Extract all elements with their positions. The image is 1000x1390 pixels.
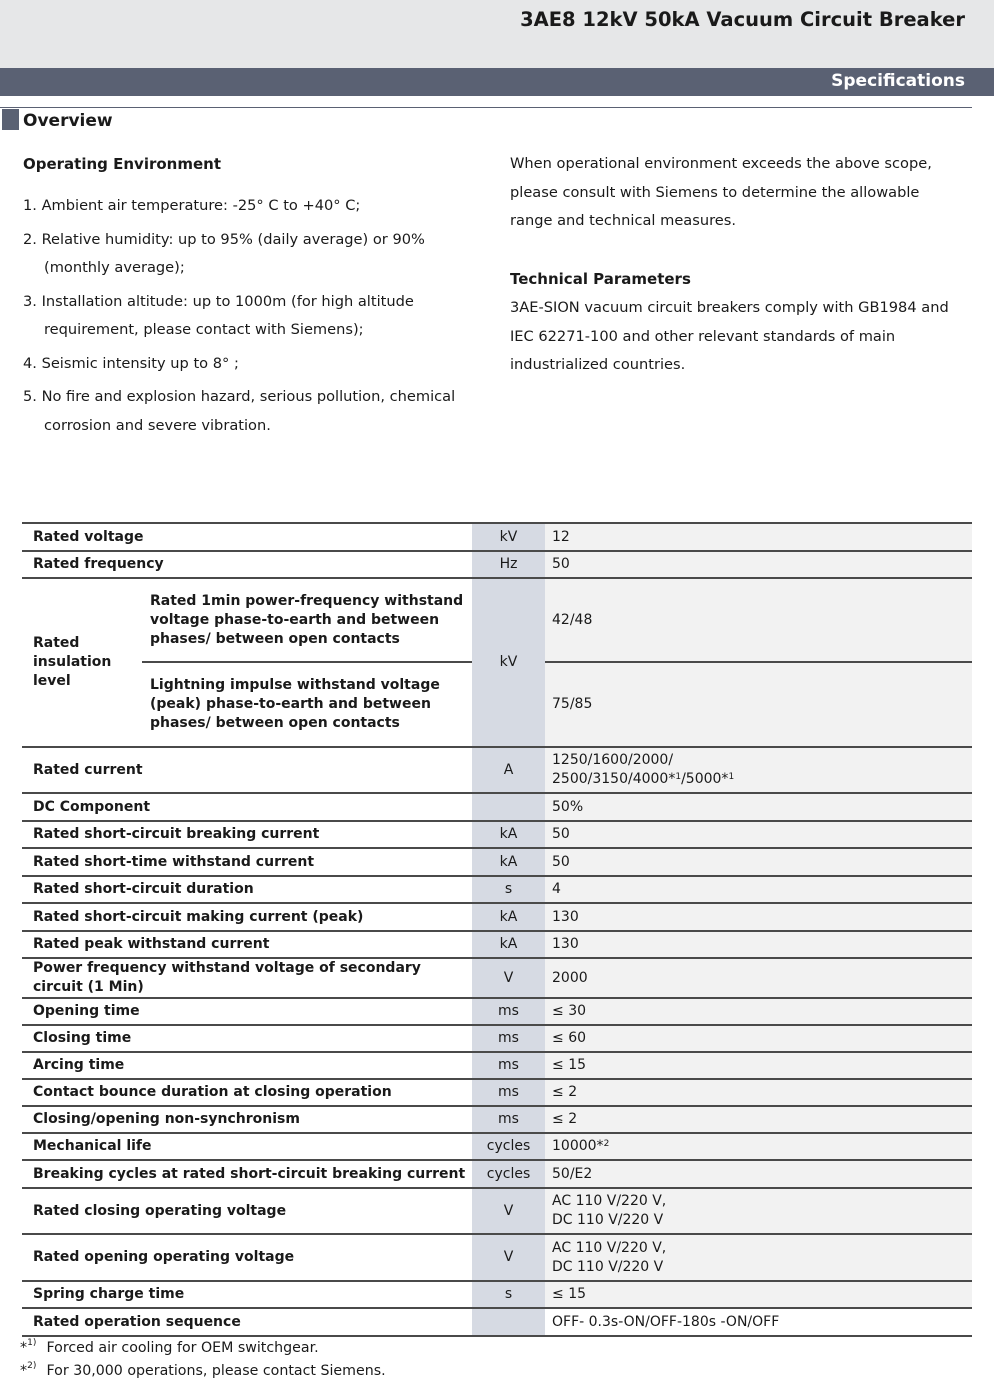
table-row xyxy=(22,1106,972,1133)
unit-cell: s xyxy=(472,1281,545,1308)
value-cell xyxy=(545,1234,972,1281)
param-cell: Opening time xyxy=(33,1003,140,1019)
overview-heading: Overview xyxy=(23,111,113,131)
footnote-ref: 2 xyxy=(603,1139,610,1149)
unit-cell: cycles xyxy=(472,1133,545,1160)
unit-cell: s xyxy=(472,876,545,903)
param-cell: Rated short-circuit breaking current xyxy=(33,826,320,842)
value-cell: 130 xyxy=(545,903,972,931)
value-cell: 50/E2 xyxy=(545,1160,972,1188)
env-item: 1. Ambient air temperature: -25° C to +40° C; xyxy=(23,197,361,214)
param-cell: Rated frequency xyxy=(33,556,164,572)
footnote xyxy=(20,1340,319,1356)
unit-cell: kA xyxy=(472,821,545,848)
value-cell xyxy=(545,1133,972,1160)
param-cell: Rated short-circuit duration xyxy=(33,881,254,897)
unit-cell xyxy=(472,1308,545,1336)
table-row xyxy=(22,523,972,551)
sub-param-cell: Lightning impulse withstand voltage (peak) phase-to-earth and between phases/ between open contacts xyxy=(150,677,440,731)
param-cell: Mechanical life xyxy=(33,1138,152,1154)
value-cell: 50 xyxy=(545,551,972,578)
value-cell: OFF- 0.3s-ON/OFF-180s -ON/OFF xyxy=(545,1308,972,1336)
table-row xyxy=(22,998,972,1025)
param-cell: Rated closing operating voltage xyxy=(33,1202,287,1219)
table-row xyxy=(22,1234,972,1281)
footnote-text: For 30,000 operations, please contact Siemens. xyxy=(46,1363,386,1379)
footnote-ref: 1 xyxy=(728,772,735,782)
footnote xyxy=(20,1363,386,1379)
unit-cell: ms xyxy=(472,1079,545,1106)
value-cell xyxy=(545,747,972,793)
unit-cell: kA xyxy=(472,931,545,958)
value-line: /5000* xyxy=(681,771,729,787)
table-row xyxy=(22,1188,972,1234)
table-row xyxy=(22,1052,972,1079)
param-cell: Closing time xyxy=(33,1030,132,1046)
unit-cell: V xyxy=(472,1188,545,1234)
value-line: AC 110 V/220 V, xyxy=(552,1193,667,1209)
param-cell: Breaking cycles at rated short-circuit breaking current xyxy=(33,1165,466,1182)
value-cell: ≤ 2 xyxy=(545,1079,972,1106)
value-line: DC 110 V/220 V xyxy=(552,1258,664,1275)
unit-cell: ms xyxy=(472,1025,545,1052)
param-cell: Rated operation sequence xyxy=(33,1313,241,1330)
footnote-text: Forced air cooling for OEM switchgear. xyxy=(46,1340,319,1356)
table-row xyxy=(22,747,972,793)
section-marker xyxy=(2,109,19,130)
unit-cell: ms xyxy=(472,1106,545,1133)
footnote-mark: * xyxy=(20,1340,28,1356)
env-heading: Operating Environment xyxy=(23,155,222,173)
value-cell: 42/48 xyxy=(545,578,972,662)
footnote-number: 2) xyxy=(27,1361,37,1371)
tech-heading: Technical Parameters xyxy=(510,270,691,288)
top-banner xyxy=(0,0,994,68)
table-row xyxy=(22,876,972,903)
env-list xyxy=(23,192,488,445)
env-item: 4. Seismic intensity up to 8° ; xyxy=(23,354,239,372)
env-item: 2. Relative humidity: up to 95% (daily average) or 90% (monthly average); xyxy=(23,230,425,276)
value-cell: 75/85 xyxy=(545,662,972,747)
unit-cell: kA xyxy=(472,848,545,876)
param-cell: DC Component xyxy=(33,798,151,815)
value-cell: 12 xyxy=(545,523,972,551)
table-row xyxy=(22,903,972,931)
value-line: 1250/1600/2000/ xyxy=(552,752,674,768)
value-cell: 4 xyxy=(545,876,972,903)
param-cell: Arcing time xyxy=(33,1057,125,1073)
param-cell: Rated insulation level xyxy=(33,635,112,689)
unit-cell: Hz xyxy=(472,551,545,578)
value-cell: 2000 xyxy=(545,958,972,998)
value-cell: ≤ 15 xyxy=(545,1052,972,1079)
table-row xyxy=(22,821,972,848)
env-item: 3. Installation altitude: up to 1000m (for high altitude requirement, please contact with Siemens); xyxy=(23,292,414,338)
env-note: When operational environment exceeds the above scope, please consult with Siemens to determine the allowable range and technical measures. xyxy=(510,155,932,229)
value-cell: ≤ 15 xyxy=(545,1281,972,1308)
unit-cell: kV xyxy=(472,578,545,747)
value-cell: 50 xyxy=(545,821,972,848)
param-cell: Rated opening operating voltage xyxy=(33,1249,295,1265)
env-item: 5. No fire and explosion hazard, serious pollution, chemical corrosion and severe vibration. xyxy=(23,388,456,434)
header-divider xyxy=(0,107,972,108)
table-row xyxy=(22,848,972,876)
unit-cell: A xyxy=(472,747,545,793)
unit-cell: ms xyxy=(472,998,545,1025)
value-cell xyxy=(545,1188,972,1234)
spec-table xyxy=(22,522,972,1337)
footnote-ref: 1 xyxy=(675,772,682,782)
footnote-mark: * xyxy=(20,1363,28,1379)
table-row xyxy=(22,1079,972,1106)
footnote-number: 1) xyxy=(27,1338,37,1348)
table-row xyxy=(22,1281,972,1308)
table-row xyxy=(22,1133,972,1160)
section-label: Specifications xyxy=(831,71,965,91)
table-row xyxy=(22,793,972,821)
param-cell: Power frequency withstand voltage of secondary circuit (1 Min) xyxy=(33,960,421,995)
value-cell: 50 xyxy=(545,848,972,876)
unit-cell: kV xyxy=(472,523,545,551)
section-bar xyxy=(0,68,994,96)
value-cell: 130 xyxy=(545,931,972,958)
param-cell: Rated voltage xyxy=(33,528,144,545)
unit-cell: kA xyxy=(472,903,545,931)
value-line: DC 110 V/220 V xyxy=(552,1212,664,1228)
unit-cell xyxy=(472,793,545,821)
document-title: 3AE8 12kV 50kA Vacuum Circuit Breaker xyxy=(520,8,965,31)
table-row xyxy=(22,958,972,998)
unit-cell: V xyxy=(472,1234,545,1281)
param-cell: Contact bounce duration at closing operation xyxy=(33,1084,392,1100)
param-cell: Rated short-time withstand current xyxy=(33,853,315,870)
table-row xyxy=(22,1308,972,1336)
param-cell: Closing/opening non-synchronism xyxy=(33,1111,300,1127)
table-row xyxy=(22,551,972,578)
table-row xyxy=(22,1160,972,1188)
value-cell: ≤ 30 xyxy=(545,998,972,1025)
table-row xyxy=(22,931,972,958)
value-cell: ≤ 2 xyxy=(545,1106,972,1133)
unit-cell: ms xyxy=(472,1052,545,1079)
param-cell: Spring charge time xyxy=(33,1286,185,1302)
value-text: 10000* xyxy=(552,1138,604,1154)
value-line: 2500/3150/4000* xyxy=(552,771,676,787)
value-cell: 50% xyxy=(545,793,972,821)
table-row xyxy=(22,578,972,662)
param-cell: Rated peak withstand current xyxy=(33,936,270,952)
table-row xyxy=(22,1025,972,1052)
value-line: AC 110 V/220 V, xyxy=(552,1239,667,1256)
value-cell: ≤ 60 xyxy=(545,1025,972,1052)
param-cell: Rated current xyxy=(33,761,143,778)
tech-text: 3AE-SION vacuum circuit breakers comply with GB1984 and IEC 62271-100 and other relevant standards of main industrialized countries. xyxy=(510,299,949,373)
unit-cell: cycles xyxy=(472,1160,545,1188)
unit-cell: V xyxy=(472,958,545,998)
sub-param-cell: Rated 1min power-frequency withstand voltage phase-to-earth and between phases/ between open contacts xyxy=(150,592,464,647)
param-cell: Rated short-circuit making current (peak) xyxy=(33,908,364,925)
